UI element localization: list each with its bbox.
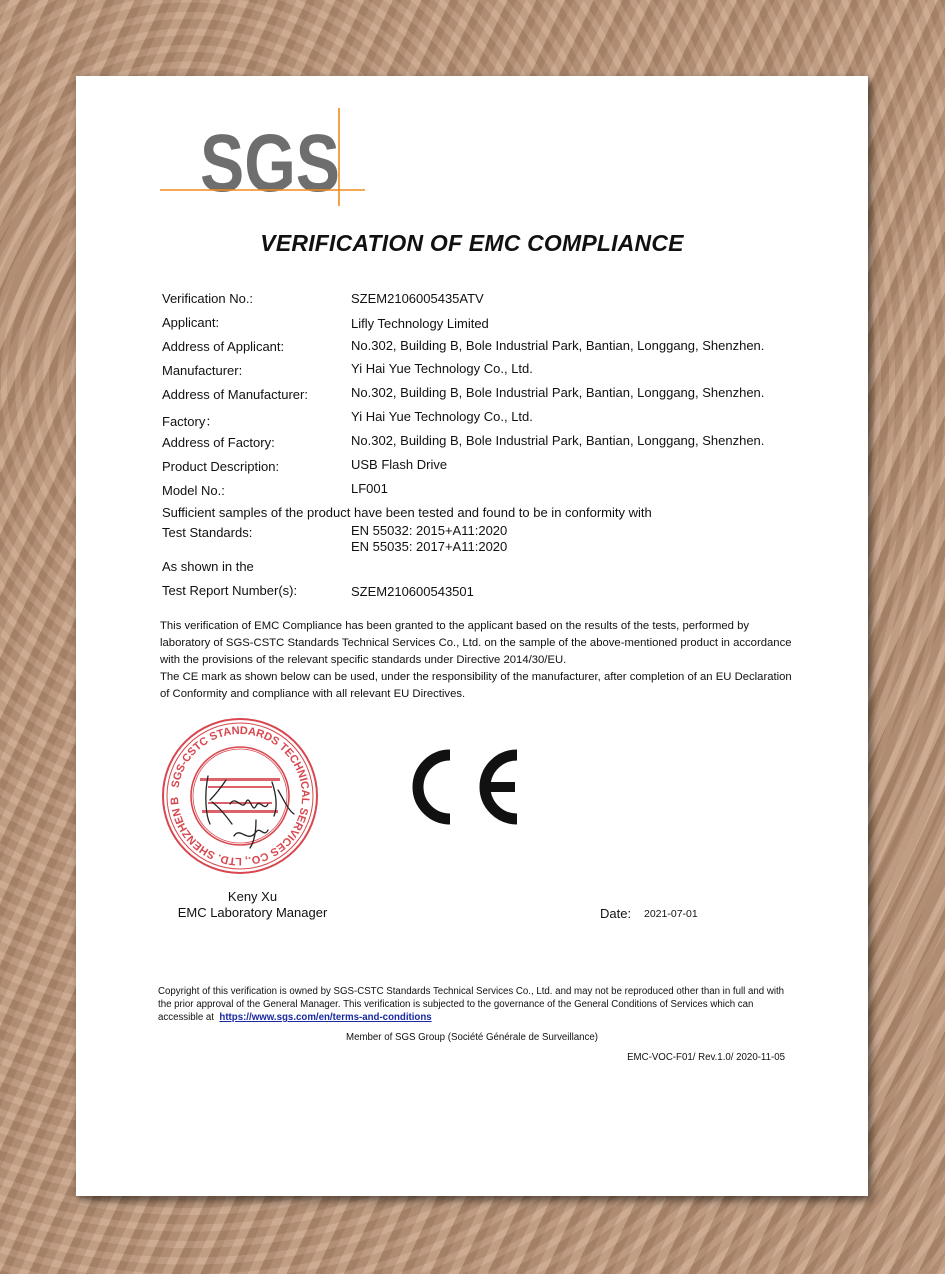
field-value: Yi Hai Yue Technology Co., Ltd. [351,361,533,376]
field-value: USB Flash Drive [351,457,448,472]
compliance-paragraph [160,618,800,703]
field-label: Factory： [162,414,219,429]
field-value: No.302, Building B, Bole Industrial Park, Bantian, Longgang, Shenzhen. [351,433,765,448]
field-value: No.302, Building B, Bole Industrial Park, Bantian, Longgang, Shenzhen. [351,385,765,400]
date-value: 2021-07-01 [644,908,698,920]
signer-title: EMC Laboratory Manager [177,905,328,920]
field-label: Applicant: [162,315,220,330]
compliance-text: This verification of EMC Compliance has been granted to the applicant based on the results of the tests, performed by laboratory of SGS-CSTC Standards Technical Services Co., Ltd. on the sample of the above-mentioned product in accordance with the provisions of the relevant specific standards under Directive 2014/30/EU. [160,620,792,666]
field-value: SZEM2106005435ATV [351,291,484,306]
test-report-value: SZEM210600543501 [351,584,474,599]
test-standard-value: EN 55032: 2015+A11:2020 [351,523,508,538]
form-code: EMC-VOC-F01/ Rev.1.0/ 2020-11-05 [627,1052,785,1063]
ce-mark-logo [410,746,522,828]
signer-block [160,889,345,921]
field-label: Model No.: [162,483,225,498]
test-standards-label: Test Standards: [162,525,253,540]
test-standard-value: EN 55035: 2017+A11:2020 [351,539,508,554]
as-shown-text: As shown in the [162,559,254,574]
field-label: Product Description: [162,459,280,474]
copyright-text: Copyright of this verification is owned by SGS-CSTC Standards Technical Services Co., Ltd. and may not be reproduced other than in full and with the prior approval of the General Manager. This verification is subjected to the governance of the General Conditions of Services which can accessible at [158,986,785,1023]
copyright-notice [158,985,788,1024]
field-label: Address of Applicant: [162,339,285,354]
field-value: Yi Hai Yue Technology Co., Ltd. [351,409,533,424]
ce-mark-text: The CE mark as shown below can be used, under the responsibility of the manufacturer, after completion of an EU Declaration of Conformity and compliance with all relevant EU Directives. [160,671,792,700]
certificate-page [76,76,868,1196]
page-title: VERIFICATION OF EMC COMPLIANCE [260,230,684,256]
sgs-logo-text: SGS [200,118,340,209]
field-value: LF001 [351,481,388,496]
field-label: Address of Manufacturer: [162,387,308,402]
signer-name: Keny Xu [227,889,278,904]
terms-link[interactable]: https://www.sgs.com/en/terms-and-conditions [219,1012,432,1023]
company-seal-stamp [160,716,320,876]
test-report-label: Test Report Number(s): [162,583,298,598]
field-value: No.302, Building B, Bole Industrial Park, Bantian, Longgang, Shenzhen. [351,338,765,353]
svg-text:SGS-CSTC STANDARDS TECHNICAL S: SGS-CSTC STANDARDS TECHNICAL SERVICES CO., LTD. SHENZHEN B [168,724,312,868]
member-of-sgs-group: Member of SGS Group (Société Générale de Surveillance) [346,1032,598,1043]
date-label: Date: [600,906,632,921]
field-value: Lifly Technology Limited [351,316,489,331]
field-label: Address of Factory: [162,435,275,450]
field-label: Verification No.: [162,291,254,306]
conformity-statement: Sufficient samples of the product have been tested and found to be in conformity with [162,505,652,520]
field-label: Manufacturer: [162,363,243,378]
sgs-logo [160,108,370,210]
